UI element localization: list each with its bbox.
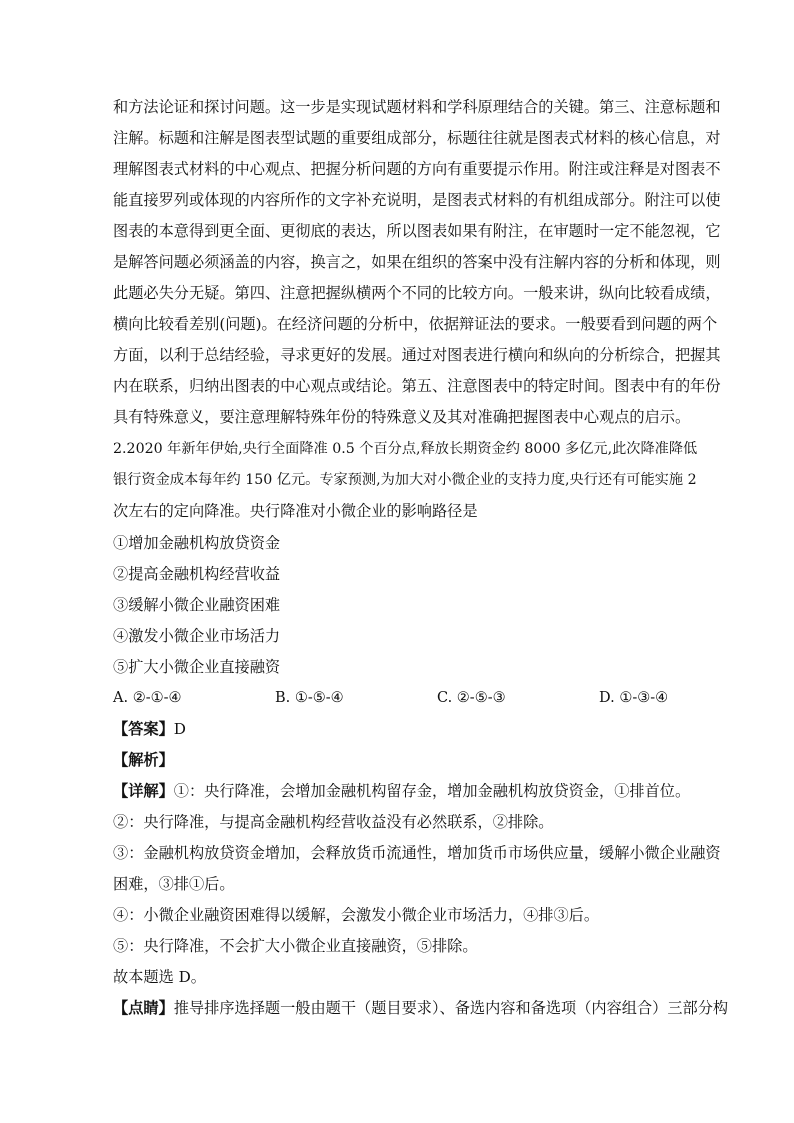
list-item: ⑤扩大小微企业直接融资	[113, 658, 281, 676]
detail-line: ④：小微企业融资困难得以缓解，会激发小微企业市场活力，④排③后。	[113, 906, 599, 924]
intro-line: 能直接罗列或体现的内容所作的文字补充说明，是图表式材料的有机组成部分。附注可以使	[113, 191, 721, 209]
detail-line	[113, 781, 690, 801]
option-d: D. ①-③-④	[599, 690, 669, 706]
detail-label: 【详解】	[113, 782, 174, 800]
question-line: 银行资金成本每年约 150 亿元。专家预测,为加大对小微企业的支持力度,央行还有可能实施 2	[113, 472, 697, 488]
intro-line: 理解图表式材料的中心观点、把握分析问题的方向有重要提示作用。附注或注释是对图表不	[113, 160, 721, 178]
detail-line: ②：央行降准，与提高金融机构经营收益没有必然联系，②排除。	[113, 813, 554, 831]
analysis-label: 【解析】	[113, 751, 174, 769]
tip-label: 【点睛】	[113, 999, 174, 1017]
detail-line: ⑤：央行降准，不会扩大小微企业直接融资，⑤排除。	[113, 937, 478, 955]
question-line: 2.2020 年新年伊始,央行全面降准 0.5 个百分点,释放长期资金约 8000 多亿元,此次降准降低	[113, 441, 698, 457]
answer-label: 【答案】	[113, 720, 174, 738]
detail-text: ①：央行降准，会增加金融机构留存金，增加金融机构放贷资金，①排首位。	[173, 782, 691, 800]
intro-line: 注解。标题和注解是图表型试题的重要组成部分，标题往往就是图表式材料的核心信息，对	[113, 129, 721, 147]
intro-line: 方面，以利于总结经验，寻求更好的发展。通过对图表进行横向和纵向的分析综合，把握其	[113, 346, 721, 364]
answer-value: D	[173, 720, 186, 738]
list-item: ③缓解小微企业融资困难	[113, 596, 281, 614]
intro-line: 图表的本意得到更全面、更彻底的表达，所以图表如果有附注，在审题时一定不能忽视，它	[113, 222, 721, 240]
list-item: ①增加金融机构放贷资金	[113, 534, 281, 552]
detail-line: ③：金融机构放贷资金增加，会释放货币流通性，增加货币市场供应量，缓解小微企业融资	[113, 844, 721, 862]
option-b: B. ①-⑤-④	[275, 690, 344, 706]
question-line: 次左右的定向降准。央行降准对小微企业的影响路径是	[113, 502, 478, 520]
list-item: ④激发小微企业市场活力	[113, 627, 281, 645]
intro-line: 横向比较看差别(问题)。在经济问题的分析中，依据辩证法的要求。一般要看到问题的两个	[113, 315, 718, 333]
intro-line: 是解答问题必须涵盖的内容，换言之，如果在组织的答案中没有注解内容的分析和体现，则	[113, 253, 721, 271]
detail-line: 故本题选 D。	[113, 968, 206, 986]
option-c: C. ②-⑤-③	[437, 690, 506, 706]
tip-text: 推导排序选择题一般由题干（题目要求）、备选内容和备选项（内容组合）三部分构	[173, 999, 729, 1017]
intro-line: 内在联系，归纳出图表的中心观点或结论。第五、注意图表中的特定时间。图表中有的年份	[113, 377, 721, 395]
intro-line: 此题必失分无疑。第四、注意把握纵横两个不同的比较方向。一般来讲，纵向比较看成绩，	[113, 284, 721, 302]
list-item: ②提高金融机构经营收益	[113, 565, 281, 583]
detail-line: 困难，③排①后。	[113, 875, 235, 893]
intro-line: 和方法论证和探讨问题。这一步是实现试题材料和学科原理结合的关键。第三、注意标题和	[113, 98, 721, 116]
tip-line	[113, 998, 728, 1018]
intro-line: 具有特殊意义，要注意理解特殊年份的特殊意义及其对准确把握图表中心观点的启示。	[113, 408, 691, 426]
option-a: A. ②-①-④	[113, 690, 182, 706]
answer-line	[113, 719, 186, 739]
